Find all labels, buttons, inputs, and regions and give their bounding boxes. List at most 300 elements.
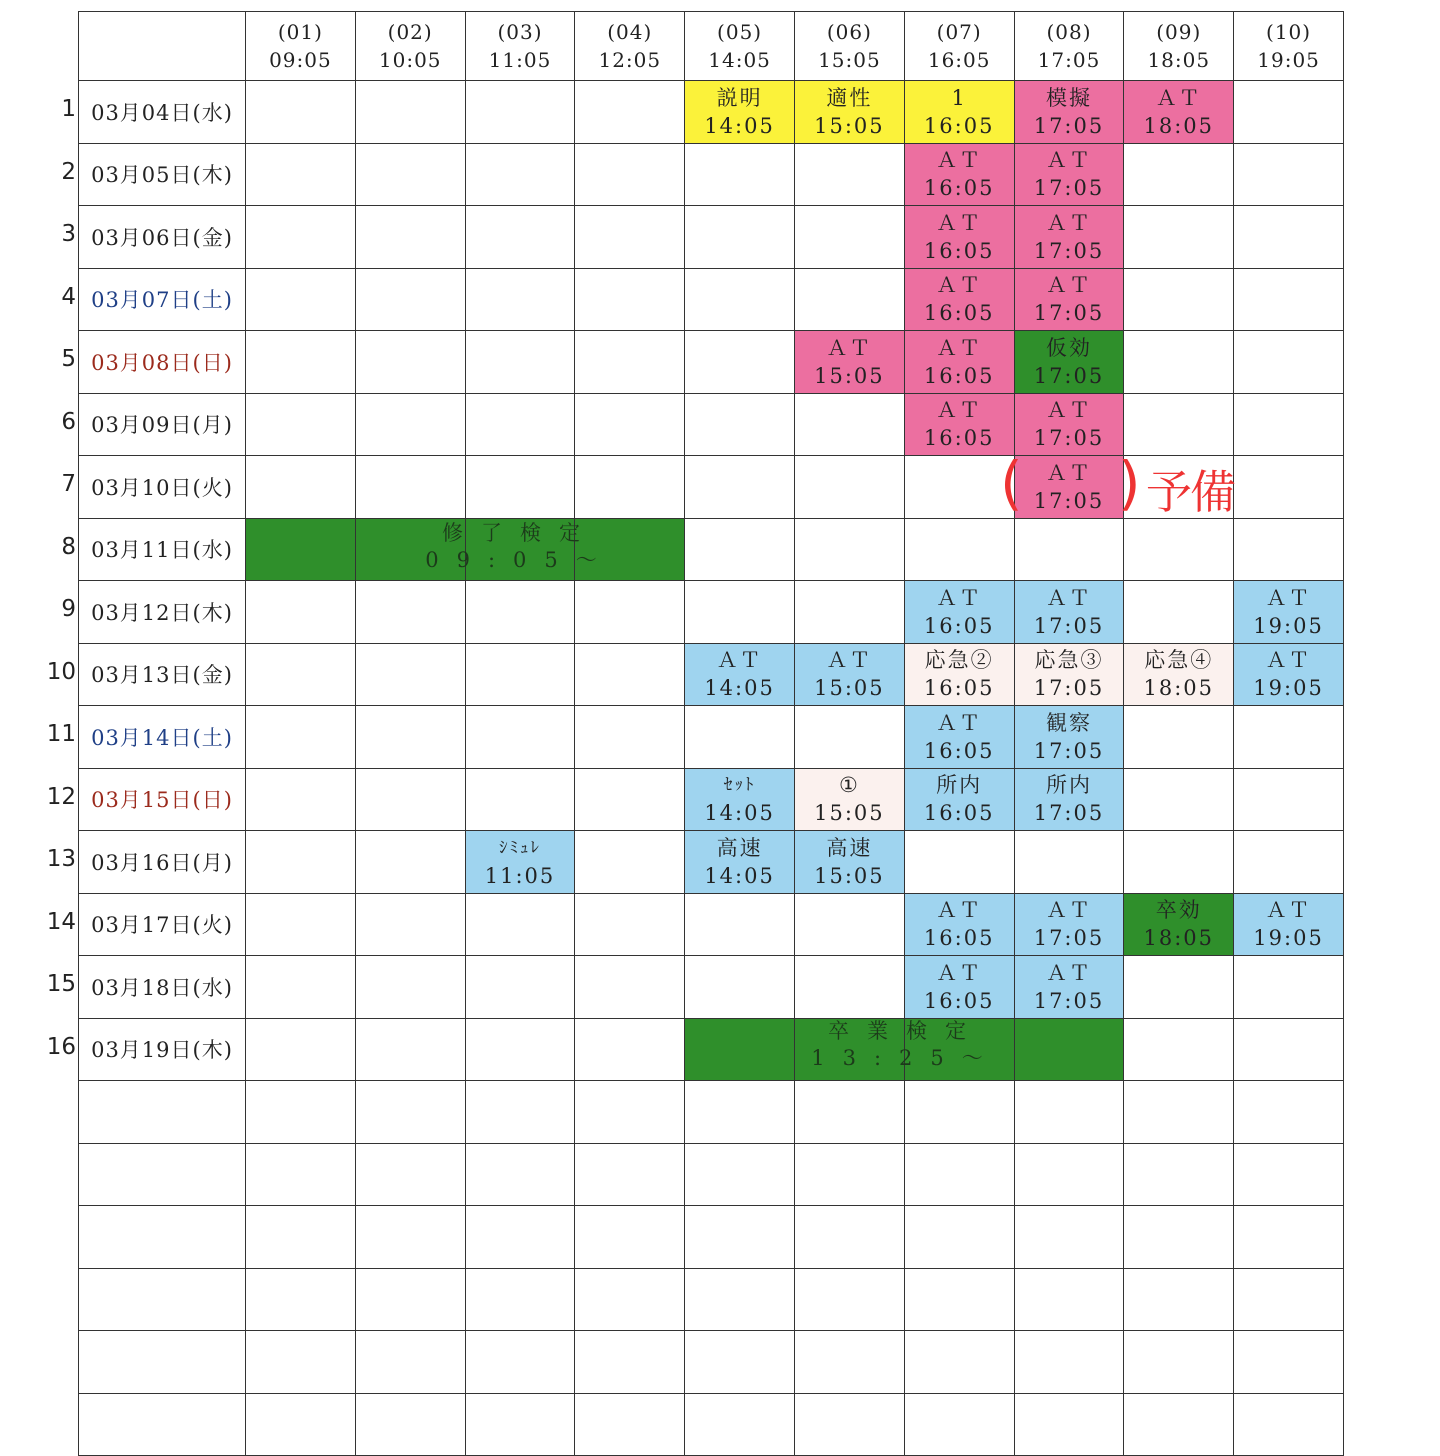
empty-cell	[79, 1331, 246, 1394]
empty-cell	[1124, 331, 1234, 394]
empty-cell	[1014, 1206, 1124, 1269]
empty-cell	[1124, 1081, 1234, 1144]
empty-cell	[1124, 831, 1234, 894]
empty-cell	[355, 1206, 465, 1269]
empty-cell	[465, 1081, 575, 1144]
empty-cell	[246, 581, 356, 644]
slot-number: (02)	[387, 20, 433, 44]
lesson-label: 応急②	[924, 648, 994, 673]
empty-cell	[575, 143, 685, 206]
empty-cell	[465, 393, 575, 456]
header-slot-cell	[1014, 12, 1124, 81]
header-slot-cell	[355, 12, 465, 81]
empty-cell	[685, 143, 795, 206]
lesson-cell	[1014, 643, 1124, 706]
empty-cell	[1124, 1143, 1234, 1206]
lesson-time: 17:05	[1033, 363, 1105, 388]
empty-cell	[355, 81, 465, 144]
empty-cell	[685, 456, 795, 519]
empty-cell	[246, 81, 356, 144]
empty-cell	[1124, 143, 1234, 206]
lesson-cell	[1014, 331, 1124, 394]
lesson-cell	[1014, 206, 1124, 269]
empty-cell	[1234, 1143, 1344, 1206]
empty-cell	[685, 331, 795, 394]
empty-cell	[1014, 1268, 1124, 1331]
lesson-time: 16:05	[923, 613, 995, 638]
row-number: 13	[46, 846, 76, 872]
lesson-cell	[1014, 393, 1124, 456]
empty-cell	[355, 456, 465, 519]
blank-row	[79, 1268, 1344, 1331]
empty-cell	[1014, 1081, 1124, 1144]
lesson-time: 15:05	[814, 676, 885, 701]
lesson-label: ①	[838, 773, 860, 798]
schedule-row	[79, 831, 1344, 894]
lesson-time: 17:05	[1033, 238, 1105, 263]
lesson-label: ＡＴ	[1045, 898, 1092, 923]
schedule-row	[79, 143, 1344, 206]
empty-cell	[79, 1268, 246, 1331]
empty-cell	[794, 1143, 904, 1206]
empty-cell	[1124, 206, 1234, 269]
row-number: 3	[61, 221, 76, 247]
date-cell: 03月10日(火)	[79, 456, 246, 519]
lesson-time: 18:05	[1143, 676, 1215, 701]
empty-cell	[575, 1081, 685, 1144]
empty-cell	[246, 768, 356, 831]
lesson-time: 16:05	[923, 176, 995, 201]
blank-row	[79, 1206, 1344, 1269]
completion-exam-title: 修了検定	[442, 521, 598, 545]
lesson-cell	[685, 831, 795, 894]
row-number: 1	[61, 96, 76, 122]
lesson-time: 18:05	[1143, 926, 1215, 951]
empty-cell	[575, 393, 685, 456]
lesson-cell	[904, 143, 1014, 206]
empty-cell	[1234, 81, 1344, 144]
date-cell: 03月18日(水)	[79, 956, 246, 1019]
lesson-cell	[1014, 268, 1124, 331]
lesson-time: 14:05	[704, 676, 775, 701]
note-close-paren: )	[1118, 449, 1141, 517]
lesson-cell	[1014, 768, 1124, 831]
lesson-label: ｾｯﾄ	[723, 775, 756, 796]
empty-cell	[246, 956, 356, 1019]
empty-cell	[685, 518, 795, 581]
empty-cell	[575, 768, 685, 831]
empty-cell	[246, 331, 356, 394]
empty-cell	[246, 206, 356, 269]
lesson-label: 1	[951, 85, 967, 110]
lesson-cell	[1014, 143, 1124, 206]
header-slot-cell	[1124, 12, 1234, 81]
lesson-time: 16:05	[923, 363, 995, 388]
lesson-time: 17:05	[1033, 176, 1105, 201]
empty-cell	[575, 1393, 685, 1456]
slot-number: (01)	[277, 20, 323, 44]
lesson-time: 17:05	[1033, 676, 1105, 701]
schedule-row	[79, 893, 1344, 956]
lesson-cell	[1234, 893, 1344, 956]
empty-cell	[685, 393, 795, 456]
lesson-cell	[685, 768, 795, 831]
graduation-exam-label	[796, 1018, 1016, 1072]
header-slot-cell	[794, 12, 904, 81]
lesson-cell	[794, 643, 904, 706]
schedule-row	[79, 1018, 1344, 1081]
empty-cell	[794, 1081, 904, 1144]
empty-cell	[79, 1081, 246, 1144]
empty-cell	[246, 1393, 356, 1456]
empty-cell	[575, 706, 685, 769]
slot-time: 18:05	[1147, 48, 1211, 72]
empty-cell	[246, 831, 356, 894]
empty-cell	[1234, 956, 1344, 1019]
empty-cell	[904, 518, 1014, 581]
date-cell: 03月04日(水)	[79, 81, 246, 144]
lesson-label: 応急④	[1144, 648, 1214, 673]
empty-cell	[1014, 518, 1124, 581]
empty-cell	[904, 456, 1014, 519]
lesson-cell	[794, 768, 904, 831]
date-cell: 03月15日(日)	[79, 768, 246, 831]
empty-cell	[794, 706, 904, 769]
empty-cell	[1124, 581, 1234, 644]
empty-cell	[246, 1081, 356, 1144]
date-cell: 03月06日(金)	[79, 206, 246, 269]
lesson-cell	[904, 581, 1014, 644]
lesson-label: ＡＴ	[936, 148, 983, 173]
empty-cell	[355, 1018, 465, 1081]
empty-cell	[246, 1143, 356, 1206]
empty-cell	[794, 1331, 904, 1394]
lesson-label: ＡＴ	[1265, 898, 1312, 923]
row-number: 14	[46, 908, 76, 935]
empty-cell	[1234, 1018, 1344, 1081]
lesson-time: 16:05	[923, 801, 995, 826]
slot-time: 19:05	[1257, 48, 1320, 72]
lesson-cell	[1014, 1018, 1124, 1081]
lesson-time: 17:05	[1033, 926, 1105, 951]
slot-number: (04)	[607, 20, 653, 44]
empty-cell	[904, 831, 1014, 894]
lesson-time: 15:05	[814, 363, 885, 388]
lesson-label: 説明	[716, 85, 763, 110]
lesson-label: ＡＴ	[1045, 210, 1092, 235]
empty-cell	[1234, 393, 1344, 456]
slot-number: (06)	[826, 20, 872, 44]
empty-cell	[1124, 956, 1234, 1019]
date-cell: 03月14日(土)	[79, 706, 246, 769]
date-cell: 03月12日(木)	[79, 581, 246, 644]
empty-cell	[246, 143, 356, 206]
empty-cell	[465, 706, 575, 769]
empty-cell	[355, 143, 465, 206]
row-number: 10	[46, 658, 76, 685]
empty-cell	[1234, 1081, 1344, 1144]
row-number: 16	[46, 1033, 76, 1060]
schedule-row	[79, 518, 1344, 581]
empty-cell	[1124, 1393, 1234, 1456]
empty-cell	[1234, 143, 1344, 206]
empty-cell	[794, 456, 904, 519]
graduation-exam-time: 13:25～	[811, 1046, 1001, 1070]
lesson-cell	[904, 393, 1014, 456]
slot-number: (09)	[1156, 20, 1202, 44]
empty-cell	[1124, 768, 1234, 831]
lesson-cell	[465, 831, 575, 894]
empty-cell	[575, 1018, 685, 1081]
lesson-cell	[685, 81, 795, 144]
lesson-time: 17:05	[1033, 801, 1105, 826]
row-number: 11	[46, 721, 76, 747]
lesson-time: 11:05	[484, 863, 556, 888]
empty-cell	[355, 393, 465, 456]
empty-cell	[246, 268, 356, 331]
lesson-label: ＡＴ	[1045, 398, 1092, 423]
schedule-row	[79, 706, 1344, 769]
lesson-label: ＡＴ	[936, 335, 983, 360]
lesson-label: ＡＴ	[1045, 960, 1092, 985]
lesson-cell	[1014, 581, 1124, 644]
empty-cell	[1014, 1143, 1124, 1206]
empty-cell	[685, 1143, 795, 1206]
lesson-label: 高速	[716, 835, 763, 860]
lesson-label: ＡＴ	[936, 210, 983, 235]
lesson-time: 17:05	[1033, 738, 1105, 763]
slot-time: 09:05	[269, 48, 332, 72]
empty-cell	[794, 581, 904, 644]
empty-cell	[465, 143, 575, 206]
header-slot-cell	[1234, 12, 1344, 81]
lesson-time: 17:05	[1033, 113, 1105, 138]
lesson-label: 高速	[826, 835, 873, 860]
lesson-label: ＡＴ	[826, 335, 873, 360]
lesson-cell	[794, 831, 904, 894]
row-number: 6	[61, 408, 76, 435]
lesson-time: 17:05	[1033, 988, 1105, 1013]
empty-cell	[794, 956, 904, 1019]
lesson-cell	[904, 331, 1014, 394]
empty-cell	[575, 831, 685, 894]
empty-cell	[685, 893, 795, 956]
slot-number: (07)	[936, 20, 982, 44]
empty-cell	[794, 1206, 904, 1269]
lesson-cell	[1124, 643, 1234, 706]
slot-number: (10)	[1266, 20, 1312, 44]
lesson-label: 模擬	[1045, 85, 1092, 110]
lesson-label: ＡＴ	[936, 960, 983, 985]
date-cell: 03月19日(木)	[79, 1018, 246, 1081]
empty-cell	[246, 893, 356, 956]
empty-cell	[685, 1331, 795, 1394]
empty-cell	[355, 1393, 465, 1456]
lesson-cell	[904, 768, 1014, 831]
slot-number: (03)	[497, 20, 543, 44]
lesson-cell	[904, 81, 1014, 144]
lesson-cell	[685, 643, 795, 706]
lesson-time: 16:05	[923, 926, 995, 951]
empty-cell	[1234, 1331, 1344, 1394]
lesson-label: 仮効	[1045, 335, 1092, 360]
empty-cell	[685, 1081, 795, 1144]
row-number: 8	[61, 533, 76, 560]
row-number: 5	[61, 346, 76, 372]
empty-cell	[904, 1268, 1014, 1331]
lesson-time: 18:05	[1143, 113, 1215, 138]
empty-cell	[794, 206, 904, 269]
empty-cell	[575, 581, 685, 644]
empty-cell	[685, 268, 795, 331]
empty-cell	[246, 393, 356, 456]
lesson-time: 15:05	[814, 863, 885, 888]
empty-cell	[355, 268, 465, 331]
lesson-label: 観察	[1045, 710, 1092, 735]
empty-cell	[1124, 1331, 1234, 1394]
empty-cell	[1234, 831, 1344, 894]
slot-number: (08)	[1046, 20, 1092, 44]
lesson-time: 16:05	[923, 676, 995, 701]
lesson-cell	[1124, 81, 1234, 144]
lesson-label: 所内	[936, 773, 983, 798]
empty-cell	[355, 643, 465, 706]
lesson-time: 17:05	[1033, 488, 1105, 513]
empty-cell	[1234, 1393, 1344, 1456]
lesson-label: ＡＴ	[936, 398, 983, 423]
empty-cell	[1014, 1331, 1124, 1394]
completion-exam-time: 09:05～	[425, 548, 615, 572]
empty-cell	[355, 768, 465, 831]
slot-time: 12:05	[598, 48, 662, 72]
date-cell: 03月17日(火)	[79, 893, 246, 956]
empty-cell	[1124, 518, 1234, 581]
lesson-label: ＡＴ	[1155, 85, 1202, 110]
lesson-time: 19:05	[1253, 613, 1324, 638]
empty-cell	[1234, 706, 1344, 769]
lesson-label: ＡＴ	[826, 648, 873, 673]
empty-cell	[575, 643, 685, 706]
empty-cell	[685, 206, 795, 269]
empty-cell	[355, 206, 465, 269]
lesson-time: 17:05	[1033, 301, 1105, 326]
empty-cell	[904, 1143, 1014, 1206]
row-number: 4	[61, 283, 76, 310]
empty-cell	[355, 331, 465, 394]
empty-cell	[575, 206, 685, 269]
lesson-time: 14:05	[704, 863, 775, 888]
empty-cell	[465, 1393, 575, 1456]
empty-cell	[1234, 331, 1344, 394]
empty-cell	[1234, 456, 1344, 519]
header-slot-cell	[465, 12, 575, 81]
empty-cell	[465, 643, 575, 706]
blank-row	[79, 1143, 1344, 1206]
empty-cell	[246, 643, 356, 706]
lesson-cell	[904, 643, 1014, 706]
empty-cell	[1124, 1206, 1234, 1269]
empty-cell	[575, 456, 685, 519]
lesson-label: 応急③	[1034, 648, 1104, 673]
empty-cell	[575, 1268, 685, 1331]
schedule-row	[79, 581, 1344, 644]
lesson-time: 14:05	[704, 801, 775, 826]
empty-cell	[79, 1206, 246, 1269]
lesson-label: 卒効	[1155, 898, 1202, 923]
empty-cell	[79, 1143, 246, 1206]
lesson-time: 16:05	[923, 301, 995, 326]
empty-cell	[1234, 1206, 1344, 1269]
empty-cell	[355, 1268, 465, 1331]
slot-number: (05)	[717, 20, 763, 44]
empty-cell	[1124, 393, 1234, 456]
lesson-cell	[794, 81, 904, 144]
header-row	[79, 12, 1344, 81]
empty-cell	[465, 1268, 575, 1331]
lesson-label: ＡＴ	[1265, 648, 1312, 673]
empty-cell	[465, 206, 575, 269]
lesson-label: ＡＴ	[936, 898, 983, 923]
empty-cell	[794, 1393, 904, 1456]
lesson-label: ＡＴ	[936, 585, 983, 610]
lesson-time: 19:05	[1253, 926, 1324, 951]
empty-cell	[794, 893, 904, 956]
date-cell: 03月08日(日)	[79, 331, 246, 394]
empty-cell	[1014, 831, 1124, 894]
row-number: 7	[61, 471, 76, 497]
lesson-label: 適性	[826, 85, 873, 110]
lesson-time: 16:05	[923, 738, 995, 763]
lesson-time: 15:05	[814, 801, 885, 826]
lesson-cell	[1014, 706, 1124, 769]
lesson-label: ＡＴ	[1045, 585, 1092, 610]
empty-cell	[465, 893, 575, 956]
empty-cell	[685, 706, 795, 769]
empty-cell	[355, 956, 465, 1019]
empty-cell	[1234, 518, 1344, 581]
lesson-time: 17:05	[1033, 613, 1105, 638]
lesson-cell	[246, 518, 356, 581]
header-corner-cell	[79, 12, 246, 81]
empty-cell	[355, 706, 465, 769]
empty-cell	[246, 1331, 356, 1394]
schedule-row	[79, 206, 1344, 269]
schedule-row	[79, 393, 1344, 456]
empty-cell	[246, 1206, 356, 1269]
empty-cell	[794, 518, 904, 581]
date-cell: 03月13日(金)	[79, 643, 246, 706]
empty-cell	[246, 1018, 356, 1081]
empty-cell	[1124, 706, 1234, 769]
lesson-label: ＡＴ	[1045, 273, 1092, 298]
empty-cell	[904, 1393, 1014, 1456]
lesson-cell	[904, 206, 1014, 269]
header-slot-cell	[575, 12, 685, 81]
blank-row	[79, 1331, 1344, 1394]
lesson-cell	[685, 1018, 795, 1081]
date-cell: 03月07日(土)	[79, 268, 246, 331]
row-number: 12	[46, 783, 76, 810]
schedule-row	[79, 331, 1344, 394]
schedule-table	[78, 11, 1344, 1456]
schedule-row	[79, 956, 1344, 1019]
header-slot-cell	[904, 12, 1014, 81]
empty-cell	[575, 893, 685, 956]
slot-time: 15:05	[818, 48, 881, 72]
empty-cell	[1124, 1268, 1234, 1331]
blank-row	[79, 1393, 1344, 1456]
empty-cell	[575, 268, 685, 331]
